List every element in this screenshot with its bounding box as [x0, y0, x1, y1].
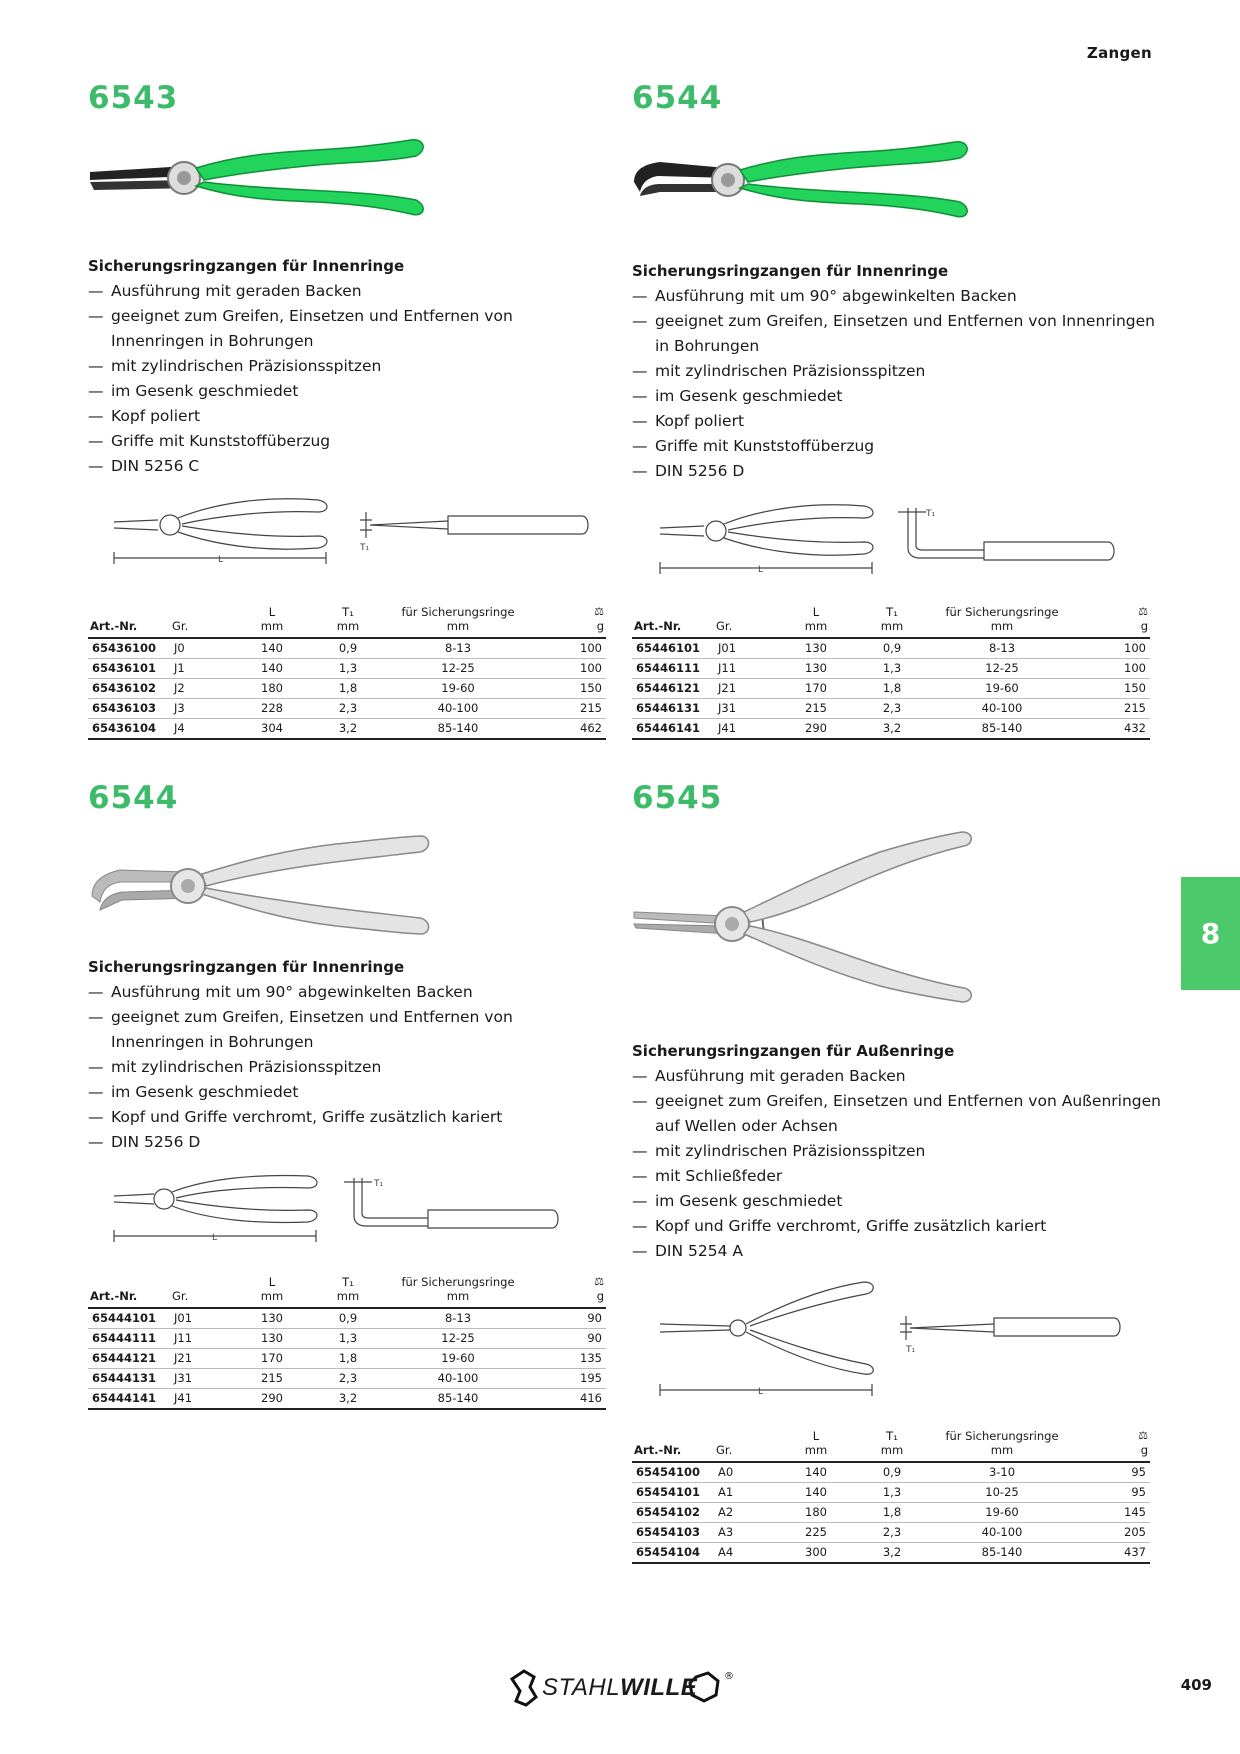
col-length: L mm	[234, 1270, 310, 1308]
feature-item: — Kopf und Griffe verchromt, Griffe zusätzlich kariert	[632, 1214, 1162, 1239]
col-length: L mm	[234, 600, 310, 638]
cell-t1: 0,9	[854, 638, 930, 659]
category-header: Zangen	[1086, 44, 1152, 62]
cell-weight: 135	[530, 1349, 606, 1369]
feature-item: — Griffe mit Kunststoffüberzug	[632, 434, 1162, 459]
cell-t1: 0,9	[854, 1462, 930, 1483]
feature-item: — im Gesenk geschmiedet	[88, 379, 608, 404]
cell-weight: 100	[1074, 638, 1150, 659]
spec-table	[632, 600, 1150, 740]
cell-art-nr: 65444101	[88, 1308, 170, 1329]
cell-weight: 205	[1074, 1523, 1150, 1543]
col-gr: Gr.	[170, 1270, 234, 1308]
cell-rings: 40-100	[930, 1523, 1074, 1543]
section-title: Sicherungsringzangen für Innenringe	[88, 257, 405, 275]
section-number: 6544	[632, 80, 723, 116]
drawing-label-t1: T₁	[374, 1179, 384, 1189]
feature-item: — mit Schließfeder	[632, 1164, 1162, 1189]
table-row	[632, 638, 1150, 659]
cell-length: 130	[778, 638, 854, 659]
brand-name: STAHLWILLE	[542, 1674, 698, 1701]
feature-item: — Ausführung mit geraden Backen	[632, 1064, 1162, 1089]
feature-list	[88, 980, 608, 1155]
feature-item: — geeignet zum Greifen, Einsetzen und Entfernen von Innenringen in Bohrungen	[632, 309, 1162, 359]
pliers-photo-chrome-external	[630, 830, 975, 1005]
cell-weight: 90	[530, 1329, 606, 1349]
technical-drawing	[654, 500, 1124, 580]
cell-gr: A0	[714, 1462, 778, 1483]
feature-item: — Ausführung mit geraden Backen	[88, 279, 608, 304]
cell-gr: J01	[170, 1308, 234, 1329]
cell-art-nr: 65436102	[88, 679, 170, 699]
cell-gr: A3	[714, 1523, 778, 1543]
cell-art-nr: 65454103	[632, 1523, 714, 1543]
cell-weight: 432	[1074, 719, 1150, 740]
section-description	[88, 257, 608, 479]
section-title: Sicherungsringzangen für Außenringe	[632, 1042, 955, 1060]
cell-gr: J0	[170, 638, 234, 659]
cell-gr: J4	[170, 719, 234, 740]
cell-rings: 85-140	[386, 1389, 530, 1410]
table-row	[88, 1329, 606, 1349]
pliers-photo-green-angled	[630, 130, 975, 230]
cell-weight: 215	[1074, 699, 1150, 719]
cell-art-nr: 65446121	[632, 679, 714, 699]
cell-gr: J21	[170, 1349, 234, 1369]
cell-art-nr: 65444141	[88, 1389, 170, 1410]
table-row	[632, 719, 1150, 740]
col-rings: für Sicherungsringe mm	[930, 1424, 1074, 1462]
col-gr: Gr.	[714, 1424, 778, 1462]
cell-t1: 2,3	[310, 1369, 386, 1389]
cell-rings: 19-60	[930, 679, 1074, 699]
cell-gr: J41	[714, 719, 778, 740]
scale-icon: ⚖	[594, 1275, 604, 1288]
cell-t1: 1,3	[854, 1483, 930, 1503]
col-gr: Gr.	[170, 600, 234, 638]
table-row	[88, 638, 606, 659]
cell-t1: 2,3	[854, 1523, 930, 1543]
cell-rings: 8-13	[930, 638, 1074, 659]
cell-t1: 1,8	[854, 679, 930, 699]
cell-art-nr: 65446111	[632, 659, 714, 679]
cell-length: 130	[234, 1329, 310, 1349]
table-row	[88, 1308, 606, 1329]
col-weight: ⚖ g	[530, 600, 606, 638]
col-t1: T₁ mm	[854, 1424, 930, 1462]
feature-list	[632, 284, 1162, 484]
col-weight: ⚖ g	[1074, 600, 1150, 638]
cell-gr: J3	[170, 699, 234, 719]
cell-t1: 0,9	[310, 1308, 386, 1329]
col-t1: T₁ mm	[310, 1270, 386, 1308]
cell-length: 228	[234, 699, 310, 719]
table-row	[88, 1369, 606, 1389]
feature-item: — mit zylindrischen Präzisionsspitzen	[88, 354, 608, 379]
cell-rings: 40-100	[386, 1369, 530, 1389]
cell-rings: 12-25	[386, 1329, 530, 1349]
col-t1: T₁ mm	[854, 600, 930, 638]
cell-weight: 100	[1074, 659, 1150, 679]
cell-length: 215	[778, 699, 854, 719]
feature-item: — im Gesenk geschmiedet	[632, 384, 1162, 409]
cell-gr: J11	[714, 659, 778, 679]
col-t1: T₁ mm	[310, 600, 386, 638]
cell-weight: 195	[530, 1369, 606, 1389]
cell-weight: 416	[530, 1389, 606, 1410]
cell-rings: 19-60	[930, 1503, 1074, 1523]
col-gr: Gr.	[714, 600, 778, 638]
cell-art-nr: 65436103	[88, 699, 170, 719]
cell-t1: 3,2	[310, 719, 386, 740]
cell-length: 140	[234, 638, 310, 659]
cell-art-nr: 65444121	[88, 1349, 170, 1369]
drawing-label-l: L	[212, 1233, 218, 1243]
table-row	[88, 1389, 606, 1410]
cell-weight: 95	[1074, 1462, 1150, 1483]
feature-item: — mit zylindrischen Präzisionsspitzen	[88, 1055, 608, 1080]
cell-art-nr: 65444131	[88, 1369, 170, 1389]
cell-art-nr: 65436100	[88, 638, 170, 659]
cell-art-nr: 65454104	[632, 1543, 714, 1564]
cell-weight: 100	[530, 659, 606, 679]
cell-t1: 1,8	[310, 1349, 386, 1369]
cell-t1: 3,2	[854, 1543, 930, 1564]
cell-length: 290	[778, 719, 854, 740]
cell-rings: 19-60	[386, 1349, 530, 1369]
cell-length: 180	[234, 679, 310, 699]
spec-table	[88, 1270, 606, 1410]
cell-length: 130	[234, 1308, 310, 1329]
cell-rings: 12-25	[386, 659, 530, 679]
cell-art-nr: 65444111	[88, 1329, 170, 1349]
cell-gr: J41	[170, 1389, 234, 1410]
cell-weight: 95	[1074, 1483, 1150, 1503]
table-row	[632, 1543, 1150, 1564]
cell-art-nr: 65454100	[632, 1462, 714, 1483]
feature-item: — geeignet zum Greifen, Einsetzen und Entfernen von Innenringen in Bohrungen	[88, 1005, 608, 1055]
feature-list	[88, 279, 608, 479]
scale-icon: ⚖	[1138, 1429, 1148, 1442]
cell-rings: 19-60	[386, 679, 530, 699]
col-rings: für Sicherungsringe mm	[386, 600, 530, 638]
cell-weight: 462	[530, 719, 606, 740]
col-rings: für Sicherungsringe mm	[386, 1270, 530, 1308]
section-number: 6545	[632, 780, 723, 816]
col-art-nr: Art.-Nr.	[88, 600, 170, 638]
section-description	[88, 958, 608, 1155]
pliers-photo-chrome-angled	[86, 830, 431, 940]
cell-t1: 1,8	[310, 679, 386, 699]
cell-length: 140	[234, 659, 310, 679]
section-number: 6543	[88, 80, 179, 116]
table-row	[632, 1483, 1150, 1503]
table-row	[632, 699, 1150, 719]
feature-item: — Ausführung mit um 90° abgewinkelten Backen	[632, 284, 1162, 309]
feature-item: — im Gesenk geschmiedet	[632, 1189, 1162, 1214]
drawing-label-l: L	[758, 565, 764, 575]
feature-item: — DIN 5254 A	[632, 1239, 1162, 1264]
feature-item: — Kopf poliert	[632, 409, 1162, 434]
cell-length: 304	[234, 719, 310, 740]
feature-item: — DIN 5256 D	[632, 459, 1162, 484]
cell-gr: J11	[170, 1329, 234, 1349]
cell-length: 170	[778, 679, 854, 699]
table-row	[632, 679, 1150, 699]
feature-item: — mit zylindrischen Präzisionsspitzen	[632, 359, 1162, 384]
cell-t1: 1,3	[854, 659, 930, 679]
page-number: 409	[1180, 1676, 1212, 1694]
cell-weight: 150	[530, 679, 606, 699]
technical-drawing	[654, 1280, 1134, 1400]
cell-rings: 85-140	[930, 719, 1074, 740]
table-row	[88, 1349, 606, 1369]
feature-item: — mit zylindrischen Präzisionsspitzen	[632, 1139, 1162, 1164]
cell-art-nr: 65446141	[632, 719, 714, 740]
cell-gr: J21	[714, 679, 778, 699]
cell-art-nr: 65446101	[632, 638, 714, 659]
registered-icon: ®	[724, 1671, 734, 1682]
cell-length: 170	[234, 1349, 310, 1369]
feature-item: — geeignet zum Greifen, Einsetzen und Entfernen von Innenringen in Bohrungen	[88, 304, 608, 354]
cell-gr: J01	[714, 638, 778, 659]
cell-gr: J1	[170, 659, 234, 679]
cell-gr: J31	[170, 1369, 234, 1389]
cell-rings: 40-100	[930, 699, 1074, 719]
feature-item: — DIN 5256 D	[88, 1130, 608, 1155]
cell-rings: 8-13	[386, 1308, 530, 1329]
cell-gr: J2	[170, 679, 234, 699]
scale-icon: ⚖	[1138, 605, 1148, 618]
section-title: Sicherungsringzangen für Innenringe	[88, 958, 405, 976]
cell-weight: 100	[530, 638, 606, 659]
cell-art-nr: 65454101	[632, 1483, 714, 1503]
table-row	[88, 699, 606, 719]
feature-item: — geeignet zum Greifen, Einsetzen und Entfernen von Außenringen auf Wellen oder Achsen	[632, 1089, 1162, 1139]
cell-length: 140	[778, 1462, 854, 1483]
col-weight: ⚖ g	[1074, 1424, 1150, 1462]
col-weight: ⚖ g	[530, 1270, 606, 1308]
cell-length: 140	[778, 1483, 854, 1503]
feature-item: — Kopf poliert	[88, 404, 608, 429]
drawing-label-l: L	[218, 555, 224, 565]
col-length: L mm	[778, 600, 854, 638]
cell-t1: 2,3	[854, 699, 930, 719]
technical-drawing	[108, 494, 598, 574]
cell-weight: 90	[530, 1308, 606, 1329]
cell-t1: 3,2	[310, 1389, 386, 1410]
cell-rings: 85-140	[386, 719, 530, 740]
feature-item: — im Gesenk geschmiedet	[88, 1080, 608, 1105]
brand-logo	[510, 1667, 740, 1709]
chapter-tab[interactable]: 8	[1181, 877, 1240, 990]
section-description	[632, 262, 1162, 484]
cell-t1: 1,3	[310, 1329, 386, 1349]
cell-art-nr: 65446131	[632, 699, 714, 719]
table-row	[632, 1503, 1150, 1523]
feature-item: — Kopf und Griffe verchromt, Griffe zusätzlich kariert	[88, 1105, 608, 1130]
drawing-label-t1: T₁	[926, 509, 936, 519]
cell-gr: A4	[714, 1543, 778, 1564]
cell-weight: 437	[1074, 1543, 1150, 1564]
col-art-nr: Art.-Nr.	[632, 1424, 714, 1462]
technical-drawing	[108, 1168, 568, 1248]
table-row	[632, 1462, 1150, 1483]
cell-length: 290	[234, 1389, 310, 1410]
wrench-icon	[512, 1671, 536, 1705]
feature-list	[632, 1064, 1162, 1264]
drawing-label-t1: T₁	[906, 1345, 916, 1355]
section-description	[632, 1042, 1162, 1264]
cell-length: 225	[778, 1523, 854, 1543]
feature-item: — Griffe mit Kunststoffüberzug	[88, 429, 608, 454]
drawing-label-l: L	[758, 1387, 764, 1397]
cell-length: 130	[778, 659, 854, 679]
cell-art-nr: 65436101	[88, 659, 170, 679]
table-row	[632, 1523, 1150, 1543]
col-art-nr: Art.-Nr.	[632, 600, 714, 638]
col-length: L mm	[778, 1424, 854, 1462]
cell-rings: 40-100	[386, 699, 530, 719]
section-number: 6544	[88, 780, 179, 816]
spec-table	[632, 1424, 1150, 1564]
col-rings: für Sicherungsringe mm	[930, 600, 1074, 638]
cell-art-nr: 65454102	[632, 1503, 714, 1523]
cell-t1: 2,3	[310, 699, 386, 719]
scale-icon: ⚖	[594, 605, 604, 618]
table-row	[88, 719, 606, 740]
feature-item: — Ausführung mit um 90° abgewinkelten Backen	[88, 980, 608, 1005]
col-art-nr: Art.-Nr.	[88, 1270, 170, 1308]
table-row	[88, 659, 606, 679]
table-row	[632, 659, 1150, 679]
cell-weight: 215	[530, 699, 606, 719]
cell-gr: A2	[714, 1503, 778, 1523]
cell-rings: 85-140	[930, 1543, 1074, 1564]
drawing-label-t1: T₁	[360, 543, 370, 553]
cell-t1: 1,3	[310, 659, 386, 679]
cell-t1: 0,9	[310, 638, 386, 659]
cell-rings: 3-10	[930, 1462, 1074, 1483]
cell-weight: 145	[1074, 1503, 1150, 1523]
cell-length: 300	[778, 1543, 854, 1564]
table-row	[88, 679, 606, 699]
cell-rings: 8-13	[386, 638, 530, 659]
cell-gr: J31	[714, 699, 778, 719]
section-title: Sicherungsringzangen für Innenringe	[632, 262, 949, 280]
feature-item: — DIN 5256 C	[88, 454, 608, 479]
cell-length: 215	[234, 1369, 310, 1389]
cell-rings: 10-25	[930, 1483, 1074, 1503]
cell-length: 180	[778, 1503, 854, 1523]
cell-gr: A1	[714, 1483, 778, 1503]
cell-art-nr: 65436104	[88, 719, 170, 740]
cell-t1: 1,8	[854, 1503, 930, 1523]
cell-t1: 3,2	[854, 719, 930, 740]
spec-table	[88, 600, 606, 740]
pliers-photo-green-straight	[86, 128, 431, 228]
cell-weight: 150	[1074, 679, 1150, 699]
cell-rings: 12-25	[930, 659, 1074, 679]
